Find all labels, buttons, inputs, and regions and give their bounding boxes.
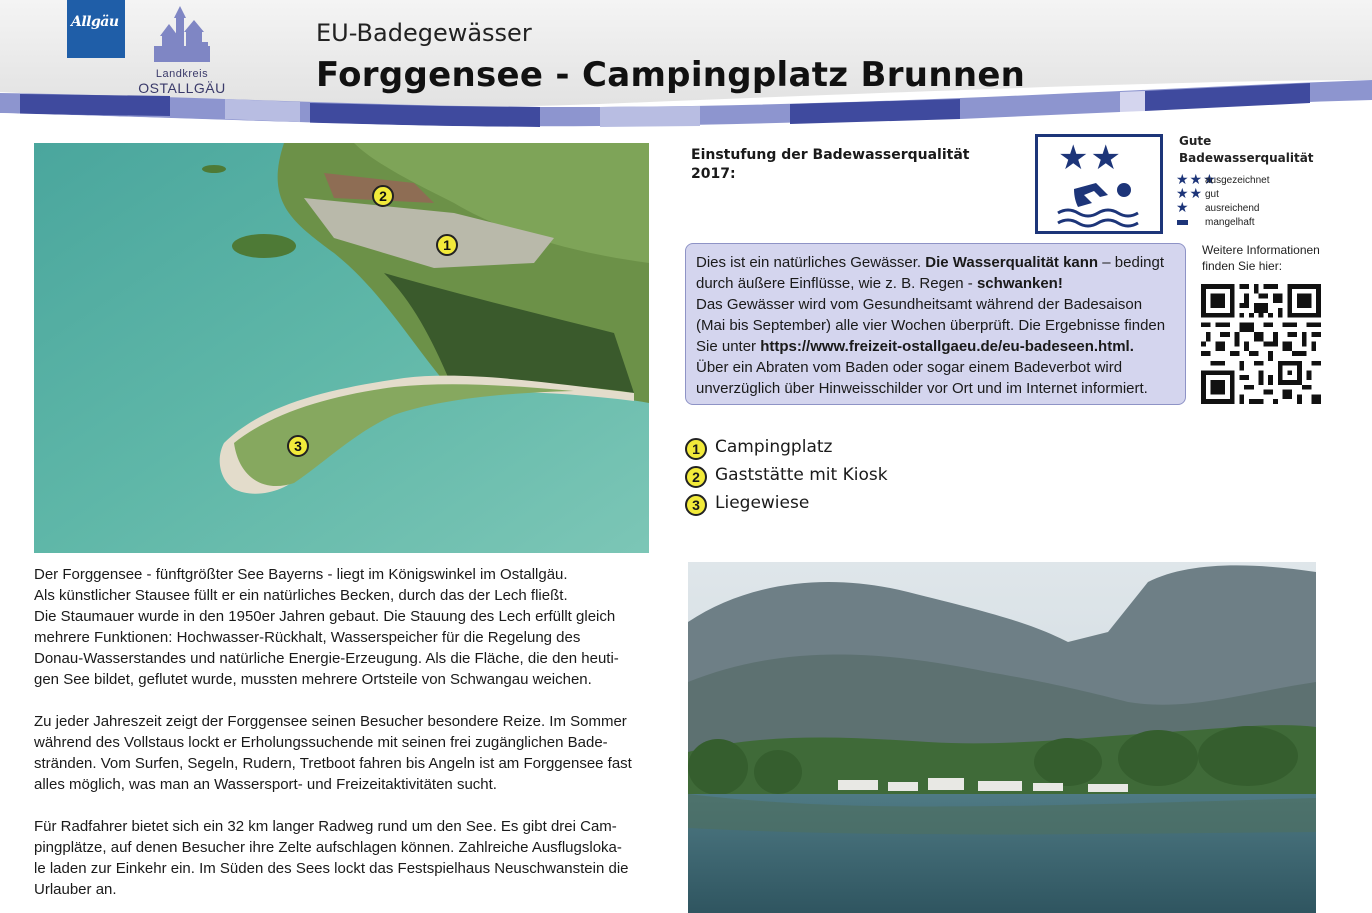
qr-code-icon[interactable]	[1200, 284, 1322, 404]
info-text: – bedingt	[1098, 254, 1164, 271]
info-line: unverzüglich über Hinweisschilder vor Ort und im Internet informiert.	[696, 380, 1148, 397]
description-line: während des Vollstaus lockt er Erholungssuchende mit seinen frei zugänglichen Bade-	[34, 734, 608, 751]
page-title: Forggensee - Campingplatz Brunnen	[316, 55, 1026, 95]
rating-label-line: Gute	[1179, 134, 1212, 148]
rating-year: 2017:	[691, 166, 736, 182]
aerial-photo-lake	[34, 143, 649, 553]
description-paragraph-1	[34, 564, 654, 690]
key-marker: 3	[685, 494, 707, 516]
legend-row-poor	[1176, 216, 1316, 230]
description-line: Für Radfahrer bietet sich ein 32 km langer Radweg rund um den See. Es gibt drei Cam-	[34, 818, 617, 835]
allgaeu-brand-logo	[67, 0, 125, 58]
info-line: Über ein Abraten vom Baden oder sogar einem Badeverbot wird	[696, 359, 1123, 376]
water-quality-badge	[1035, 134, 1163, 234]
description-line: Als künstlicher Stausee füllt er ein natürliches Becken, durch das der Lech fließt.	[34, 587, 568, 604]
swimmer-icon	[1038, 177, 1160, 233]
description-paragraph-3	[34, 816, 654, 900]
page-header	[0, 0, 1372, 128]
legend-label: ausreichend	[1205, 203, 1260, 214]
key-marker: 1	[685, 438, 707, 460]
more-info-line: finden Sie hier:	[1202, 259, 1283, 273]
map-marker-3: 3	[287, 435, 309, 457]
legend-label: ausgezeichnet	[1205, 175, 1270, 186]
map-marker-1: 1	[436, 234, 458, 256]
lake-view-photo	[688, 562, 1316, 913]
star-icon: ★	[1176, 200, 1190, 216]
description-line: gen See bildet, geflutet wurde, mussten mehrere Ortsteile von Schwangau weichen.	[34, 671, 592, 688]
logo-text-ostallgaeu: OSTALLGÄU	[138, 80, 226, 96]
description-line: le laden zur Einkehr ein. Im Süden des Sees lockt das Festspielhaus Neuschwanstein die	[34, 860, 629, 877]
info-line: (Mai bis September) alle vier Wochen überprüft. Die Ergebnisse finden	[696, 317, 1166, 334]
key-marker: 2	[685, 466, 707, 488]
key-label: Liegewiese	[715, 493, 810, 513]
description-line: Donau-Wasserstandes und natürliche Energie-Erzeugung. Als die Fläche, die den heuti-	[34, 650, 619, 667]
key-label: Campingplatz	[715, 437, 833, 457]
info-line: Das Gewässer wird vom Gesundheitsamt während der Badesaison	[696, 296, 1143, 313]
info-line	[696, 336, 1185, 357]
description-line: mehrere Funktionen: Hochwasser-Rückhalt, Wasserspeicher für die Regelung des	[34, 629, 581, 646]
rating-label	[1179, 133, 1314, 167]
legend-row-good	[1176, 188, 1316, 202]
description-line: Der Forggensee - fünftgrößter See Bayerns - liegt im Königswinkel im Ostallgäu.	[34, 566, 568, 583]
water-quality-info-box	[685, 243, 1186, 405]
rating-legend	[1176, 174, 1316, 230]
info-emphasis: schwanken!	[976, 275, 1063, 292]
rating-label-line: Badewasserqualität	[1179, 151, 1314, 165]
legend-label: mangelhaft	[1205, 217, 1255, 228]
description-line: stränden. Vom Surfen, Segeln, Rudern, Tretboot fahren bis Angeln ist am Forggensee fast	[34, 755, 632, 772]
info-line	[696, 252, 1185, 273]
star-icon: ★★★	[1176, 172, 1217, 188]
poor-bar-icon	[1177, 220, 1188, 225]
lake-description	[34, 564, 654, 913]
aerial-photo-illustration	[34, 143, 649, 553]
castle-icon	[150, 6, 214, 68]
map-marker-2: 2	[372, 185, 394, 207]
legend-row-sufficient	[1176, 202, 1316, 216]
page-subtitle: EU-Badegewässer	[316, 19, 532, 47]
description-paragraph-2	[34, 711, 654, 795]
key-label: Gaststätte mit Kiosk	[715, 465, 888, 485]
rating-heading	[691, 146, 969, 184]
info-emphasis: Die Wasserqualität kann	[925, 254, 1099, 271]
description-line: Die Staumauer wurde in den 1950er Jahren gebaut. Die Stauung des Lech erfüllt gleich	[34, 608, 616, 625]
info-text: Sie unter	[696, 338, 761, 355]
info-text: durch äußere Einflüsse, wie z. B. Regen -	[696, 275, 977, 292]
description-line: alles möglich, was man an Wassersport- und Freizeitaktivitäten sucht.	[34, 776, 497, 793]
info-text: Dies ist ein natürliches Gewässer.	[696, 254, 926, 271]
badge-stars: ★★	[1058, 138, 1123, 178]
rating-heading-line: Einstufung der Badewasserqualität	[691, 147, 970, 163]
more-info-label	[1202, 242, 1320, 274]
landkreis-ostallgaeu-logo	[132, 4, 232, 96]
info-line	[696, 273, 1185, 294]
more-info-line: Weitere Informationen	[1202, 243, 1320, 257]
info-link[interactable]: https://www.freizeit-ostallgaeu.de/eu-badeseen.html.	[760, 338, 1134, 355]
star-icon: ★★	[1176, 186, 1204, 202]
allgaeu-logo-text: Allgäu	[71, 14, 119, 30]
description-line: Zu jeder Jahreszeit zeigt der Forggensee seinen Besucher besondere Reize. Im Sommer	[34, 713, 627, 730]
description-line: Urlauber an.	[34, 881, 117, 898]
legend-label: gut	[1205, 189, 1219, 200]
lake-photo-illustration	[688, 562, 1316, 913]
description-line: pingplätze, auf denen Besucher ihre Zelte aufschlagen können. Zahlreiche Ausflugsloka-	[34, 839, 622, 856]
logo-text-landkreis: Landkreis	[155, 68, 209, 80]
